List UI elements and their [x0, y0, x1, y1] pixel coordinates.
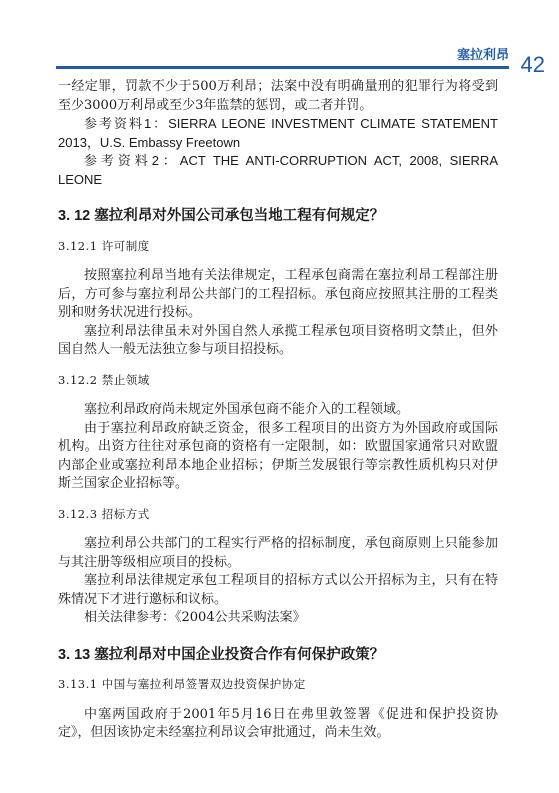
section-3-13-1-heading: 3.13.1 中国与塞拉利昂签署双边投资保护协定	[58, 677, 306, 691]
page-header	[0, 0, 559, 80]
paragraph: 塞拉利昂政府尚未规定外国承包商不能介入的工程领域。	[84, 402, 410, 417]
paragraph: 按照塞拉利昂当地有关法律规定，工程承包商需在塞拉利昂工程部注册后，方可参与塞拉利昂公共部门的工程招标。承包商应按照其注册的工程类别和财务状况进行投标。	[58, 268, 498, 320]
paragraph: 塞拉利昂法律虽未对外国自然人承揽工程承包项目资格明文禁止，但外国自然人一般无法独立参与项目招投标。	[58, 323, 498, 357]
reference-1: 参考资料1：SIERRA LEONE INVESTMENT CLIMATE STATEMENT 2013，U.S. Embassy Freetown	[58, 116, 498, 150]
section-3-12-3-heading: 3.12.3 招标方式	[58, 506, 150, 521]
reference-2: 参考资料2：ACT THE ANTI-CORRUPTION ACT, 2008, SIERRA LEONE	[58, 153, 498, 187]
page-body	[58, 78, 498, 743]
section-3-12-heading: 3. 12 塞拉利昂对外国公司承包当地工程有何规定？	[58, 208, 385, 224]
section-3-13-heading: 3. 13 塞拉利昂对中国企业投资合作有何保护政策？	[58, 646, 385, 663]
header-rule	[56, 66, 509, 69]
page-number: 42	[520, 52, 545, 77]
paragraph: 相关法律参考：《2004公共采购法案》	[84, 610, 306, 625]
section-3-12-2-heading: 3.12.2 禁止领域	[58, 372, 150, 387]
intro-paragraph: 一经定罪，罚款不少于500万利昂；法案中没有明确量刑的犯罪行为将受到至少3000万利昂或至少3年监禁的惩罚，或二者并罚。	[58, 79, 498, 113]
paragraph: 由于塞拉利昂政府缺乏资金，很多工程项目的出资方为外国政府或国际机构。出资方往往对承包商的资格有一定限制，如：欧盟国家通常只对欧盟内部企业或塞拉利昂本地企业招标；伊斯兰发展银行等宗教性质机构只对伊斯兰国家企业招标等。	[58, 420, 498, 491]
paragraph: 中塞两国政府于2001年5月16日在弗里敦签署《促进和保护投资协定》，但因该协定未经塞拉利昂议会审批通过，尚未生效。	[58, 706, 498, 740]
paragraph: 塞拉利昂法律规定承包工程项目的招标方式以公开招标为主，只有在特殊情况下才进行邀标和议标。	[58, 573, 498, 607]
section-3-12-1-heading: 3.12.1 许可制度	[58, 238, 150, 253]
header-country-label: 塞拉利昂	[456, 47, 509, 62]
paragraph: 塞拉利昂公共部门的工程实行严格的招标制度，承包商原则上只能参加与其注册等级相应项目的投标。	[58, 536, 498, 570]
